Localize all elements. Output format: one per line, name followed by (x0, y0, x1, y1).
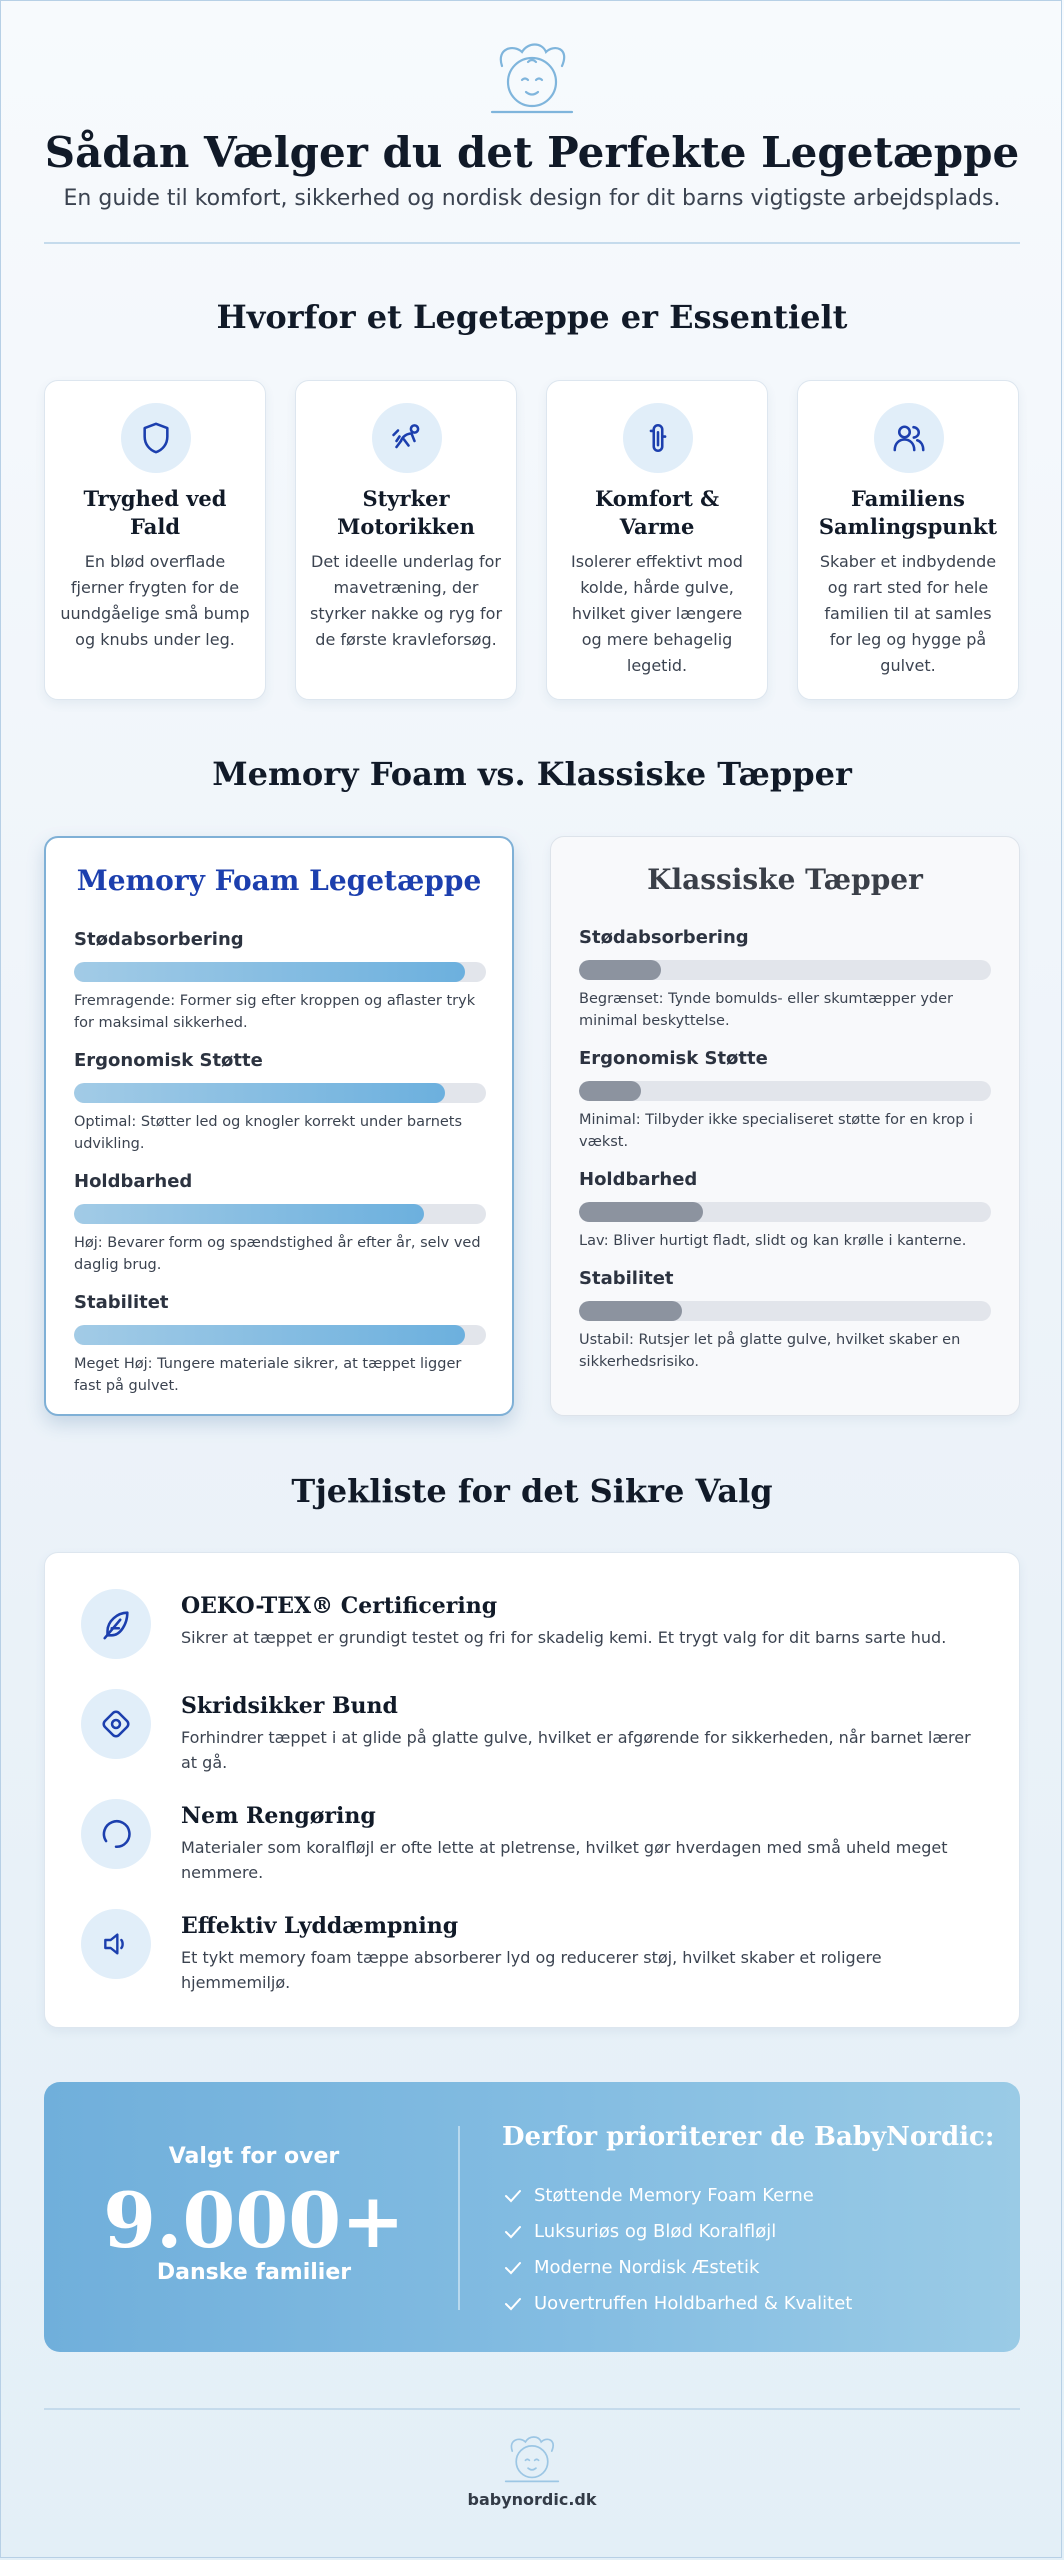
benefit-item (504, 2250, 852, 2286)
metric-description: Ustabil: Rutsjer let på glatte gulve, hvilket skaber en sikkerhedsrisiko. (579, 1332, 961, 1370)
metric-label: Ergonomisk Støtte (74, 1050, 263, 1071)
reason-card-title: Familiens Samlingspunkt (818, 486, 998, 539)
reason-card (295, 380, 517, 700)
metric-bar-track (579, 1081, 991, 1101)
reason-card (797, 380, 1019, 700)
benefit-item (504, 2214, 852, 2250)
metric-label: Stødabsorbering (579, 927, 749, 948)
stats-banner (44, 2082, 1020, 2352)
metric-bar-fill (579, 1081, 641, 1101)
reason-icon-circle (121, 403, 191, 473)
checklist-item-title: OEKO-TEX® Certificering (181, 1593, 498, 1619)
header-divider (44, 242, 1020, 244)
metric-description: Begrænset: Tynde bomulds- eller skumtæpper yder minimal beskyttelse. (579, 991, 954, 1029)
benefit-text: Moderne Nordisk Æstetik (534, 2257, 760, 2278)
metric-description: Optimal: Støtter led og knogler korrekt under barnets udvikling. (74, 1114, 463, 1152)
reason-icon-circle (874, 403, 944, 473)
checklist-item-description: Materialer som koralfløjl er ofte lette at pletrense, hvilket gør hverdagen med små uheld meget nemmere. (181, 1838, 948, 1882)
speaker-icon (100, 1928, 132, 1960)
users-icon (891, 420, 927, 456)
metric-description: Fremragende: Former sig efter kroppen og aflaster tryk for maksimal sikkerhed. (74, 993, 476, 1031)
footer-logo-icon (502, 2434, 562, 2484)
metric-bar-fill (74, 1204, 424, 1224)
checklist-item-description: Forhindrer tæppet i at glide på glatte gulve, hvilket er afgørende for sikkerheden, når barnet lærer at gå. (181, 1728, 971, 1772)
metric-label: Stødabsorbering (74, 929, 244, 950)
checklist-icon-circle (81, 1589, 151, 1659)
checklist-item-title: Effektiv Lyddæmpning (181, 1913, 459, 1939)
reason-card-text: Skaber et indbydende og rart sted for hele familien til at samles for leg og hygge på gulvet. (819, 552, 997, 675)
metric-bar-fill (579, 960, 661, 980)
benefit-text: Luksuriøs og Blød Koralfløjl (534, 2221, 777, 2242)
benefit-text: Støttende Memory Foam Kerne (534, 2185, 814, 2206)
metric-row (579, 926, 991, 1032)
footer-domain: babynordic.dk (467, 2490, 597, 2509)
thermometer-icon (641, 421, 675, 455)
metric-bar-fill (579, 1301, 682, 1321)
reason-cards (44, 380, 1020, 700)
checklist-item-description: Sikrer at tæppet er grundigt testet og fri for skadelig kemi. Et trygt valg for dit barns sarte hud. (181, 1628, 947, 1647)
benefit-item (504, 2286, 852, 2322)
stat-number: 9.000+ (103, 2176, 405, 2265)
stat-lead: Valgt for over (168, 2144, 340, 2169)
page-title: Sådan Vælger du det Perfekte Legetæppe (44, 128, 1020, 177)
checklist-icon-circle (81, 1909, 151, 1979)
metric-row (74, 1170, 486, 1276)
metric-bar-fill (579, 1202, 703, 1222)
metric-row (74, 928, 486, 1034)
benefits-list (504, 2178, 852, 2322)
metric-bar-fill (74, 1083, 445, 1103)
metric-row (74, 1291, 486, 1397)
diamond-icon (99, 1707, 133, 1741)
reason-card-text: En blød overflade fjerner frygten for de uundgåelige små bump og knubs under leg. (60, 552, 250, 649)
check-icon (504, 2260, 522, 2276)
metric-row (579, 1047, 991, 1153)
reason-icon-circle (623, 403, 693, 473)
banner-divider (458, 2126, 460, 2310)
checklist-icon-circle (81, 1799, 151, 1869)
reason-card-title: Tryghed ved Fald (83, 486, 227, 539)
metric-label: Stabilitet (579, 1268, 674, 1289)
metric-bar-track (579, 1202, 991, 1222)
metric-description: Meget Høj: Tungere materiale sikrer, at tæppet ligger fast på gulvet. (74, 1356, 462, 1394)
reason-icon-circle (372, 403, 442, 473)
benefit-text: Uovertruffen Holdbarhed & Kvalitet (534, 2293, 853, 2314)
checklist-panel (44, 1552, 1020, 2028)
reason-card (44, 380, 266, 700)
metric-bar-track (74, 1083, 486, 1103)
checklist-item-title: Skridsikker Bund (181, 1693, 398, 1719)
classic-panel (550, 836, 1020, 1416)
metric-bar-track (579, 1301, 991, 1321)
circle-icon (99, 1817, 133, 1851)
metric-label: Ergonomisk Støtte (579, 1048, 768, 1069)
check-icon (504, 2224, 522, 2240)
reason-card (546, 380, 768, 700)
metric-bar-fill (74, 1325, 465, 1345)
metric-description: Lav: Bliver hurtigt fladt, slidt og kan krølle i kanterne. (579, 1233, 967, 1249)
footer-divider (44, 2408, 1020, 2410)
classic-title: Klassiske Tæpper (647, 863, 923, 896)
check-icon (504, 2188, 522, 2204)
baby-face-icon (488, 40, 576, 116)
metric-row (579, 1168, 991, 1252)
metric-row (74, 1049, 486, 1155)
reason-card-title: Komfort & Varme (594, 486, 720, 539)
metric-bar-track (74, 1325, 486, 1345)
checklist-item-description: Et tykt memory foam tæppe absorberer lyd og reducerer støj, hvilket skaber et roligere hjemmemiljø. (181, 1948, 882, 1992)
baby-crawl-icon (389, 420, 425, 456)
checklist-item-title: Nem Rengøring (181, 1803, 376, 1829)
memory-foam-panel (44, 836, 514, 1416)
metric-description: Høj: Bevarer form og spændstighed år efter år, selv ved daglig brug. (74, 1235, 481, 1273)
reason-card-text: Det ideelle underlag for mavetræning, der styrker nakke og ryg for de første kravleforsøg. (310, 552, 503, 649)
check-icon (504, 2296, 522, 2312)
metric-label: Stabilitet (74, 1292, 169, 1313)
checklist-section-title: Tjekliste for det Sikre Valg (291, 1472, 773, 1510)
feather-icon (99, 1607, 133, 1641)
metric-description: Minimal: Tilbyder ikke specialiseret støtte for en krop i vækst. (579, 1112, 974, 1150)
benefits-title: Derfor prioriterer de BabyNordic: (502, 2122, 995, 2152)
metric-bar-track (74, 962, 486, 982)
memory-foam-title: Memory Foam Legetæppe (76, 864, 482, 897)
metric-bar-track (579, 960, 991, 980)
benefit-item (504, 2178, 852, 2214)
stat-trail: Danske familier (156, 2260, 352, 2285)
reason-card-title: Styrker Motorikken (337, 486, 475, 539)
metric-label: Holdbarhed (579, 1169, 698, 1190)
metric-label: Holdbarhed (74, 1171, 193, 1192)
metric-bar-fill (74, 962, 465, 982)
page-subtitle: En guide til komfort, sikkerhed og nordisk design for dit barns vigtigste arbejdsplads. (63, 186, 1001, 211)
why-section-title: Hvorfor et Legetæppe er Essentielt (216, 298, 848, 336)
metric-row (579, 1267, 991, 1373)
metric-bar-track (74, 1204, 486, 1224)
shield-icon (139, 421, 173, 455)
comparison-section-title: Memory Foam vs. Klassiske Tæpper (212, 755, 852, 793)
reason-card-text: Isolerer effektivt mod kolde, hårde gulve, hvilket giver længere og mere behagelig legetid. (571, 552, 743, 675)
checklist-icon-circle (81, 1689, 151, 1759)
